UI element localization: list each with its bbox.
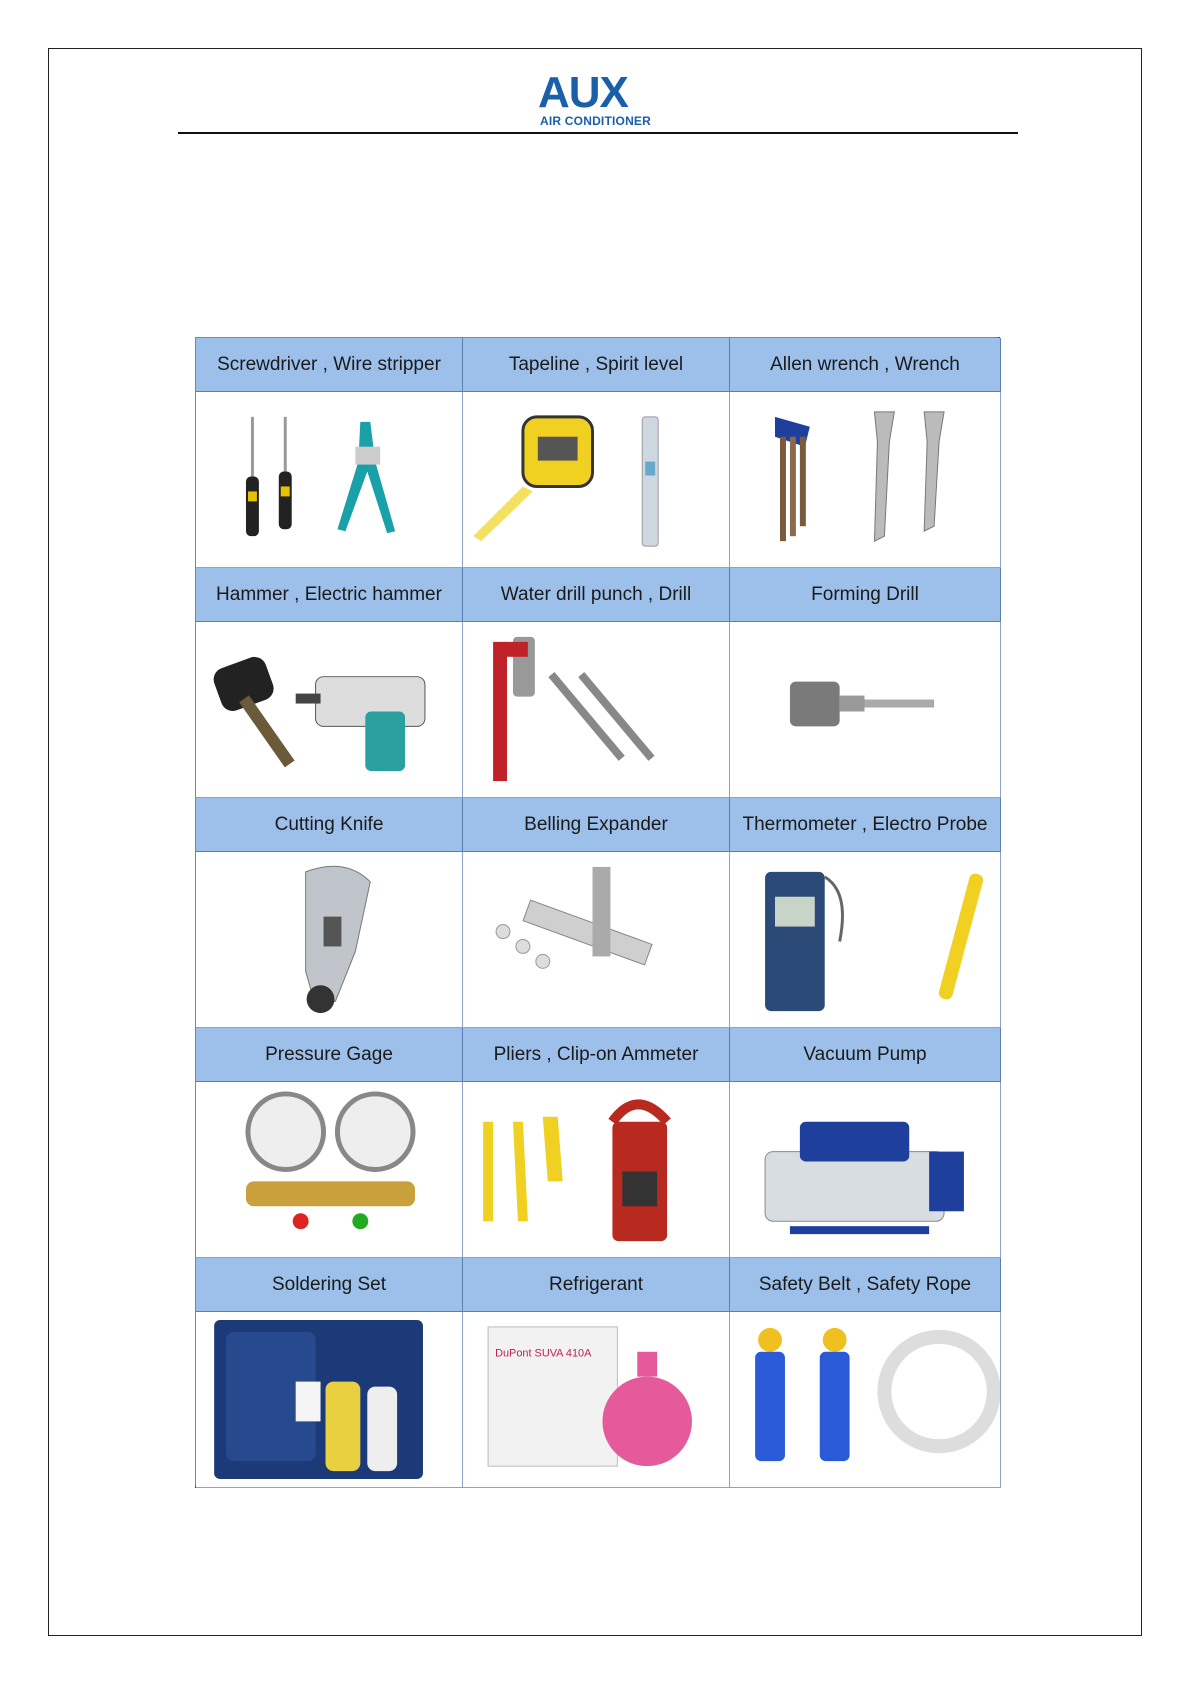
cutting-knife-icon bbox=[196, 852, 463, 1028]
soldering-set-icon bbox=[196, 1312, 463, 1488]
tool-label: Hammer , Electric hammer bbox=[196, 568, 463, 622]
tool-label: Safety Belt , Safety Rope bbox=[730, 1258, 1001, 1312]
allen-wrench-icon bbox=[730, 392, 1001, 568]
tapeline-spirit-level-icon bbox=[463, 392, 730, 568]
tool-label: Forming Drill bbox=[730, 568, 1001, 622]
forming-drill-icon bbox=[730, 622, 1001, 798]
tool-label: Refrigerant bbox=[463, 1258, 730, 1312]
brand-tagline: AIR CONDITIONER bbox=[540, 114, 651, 128]
tool-label: Allen wrench , Wrench bbox=[730, 338, 1001, 392]
safety-belt-icon bbox=[730, 1312, 1001, 1488]
tool-label: Screwdriver , Wire stripper bbox=[196, 338, 463, 392]
screwdriver-wire-stripper-icon bbox=[196, 392, 463, 568]
belling-expander-icon bbox=[463, 852, 730, 1028]
hammer-icon bbox=[196, 622, 463, 798]
refrigerant-icon bbox=[463, 1312, 730, 1488]
tool-label: Tapeline , Spirit level bbox=[463, 338, 730, 392]
brand-logo bbox=[538, 70, 668, 130]
pressure-gage-icon bbox=[196, 1082, 463, 1258]
tool-label: Thermometer , Electro Probe bbox=[730, 798, 1001, 852]
tool-label: Soldering Set bbox=[196, 1258, 463, 1312]
tool-label: Cutting Knife bbox=[196, 798, 463, 852]
drill-icon bbox=[463, 622, 730, 798]
tools-table bbox=[195, 337, 1000, 1488]
tool-label: Pliers , Clip-on Ammeter bbox=[463, 1028, 730, 1082]
tool-label: Water drill punch , Drill bbox=[463, 568, 730, 622]
tool-label: Vacuum Pump bbox=[730, 1028, 1001, 1082]
tool-label: Belling Expander bbox=[463, 798, 730, 852]
header-divider bbox=[178, 132, 1018, 134]
vacuum-pump-icon bbox=[730, 1082, 1001, 1258]
brand-name: AUX bbox=[538, 68, 628, 117]
refrigerant-box-label: DuPont SUVA 410A bbox=[495, 1347, 592, 1360]
thermometer-icon bbox=[730, 852, 1001, 1028]
tool-label: Pressure Gage bbox=[196, 1028, 463, 1082]
pliers-ammeter-icon bbox=[463, 1082, 730, 1258]
